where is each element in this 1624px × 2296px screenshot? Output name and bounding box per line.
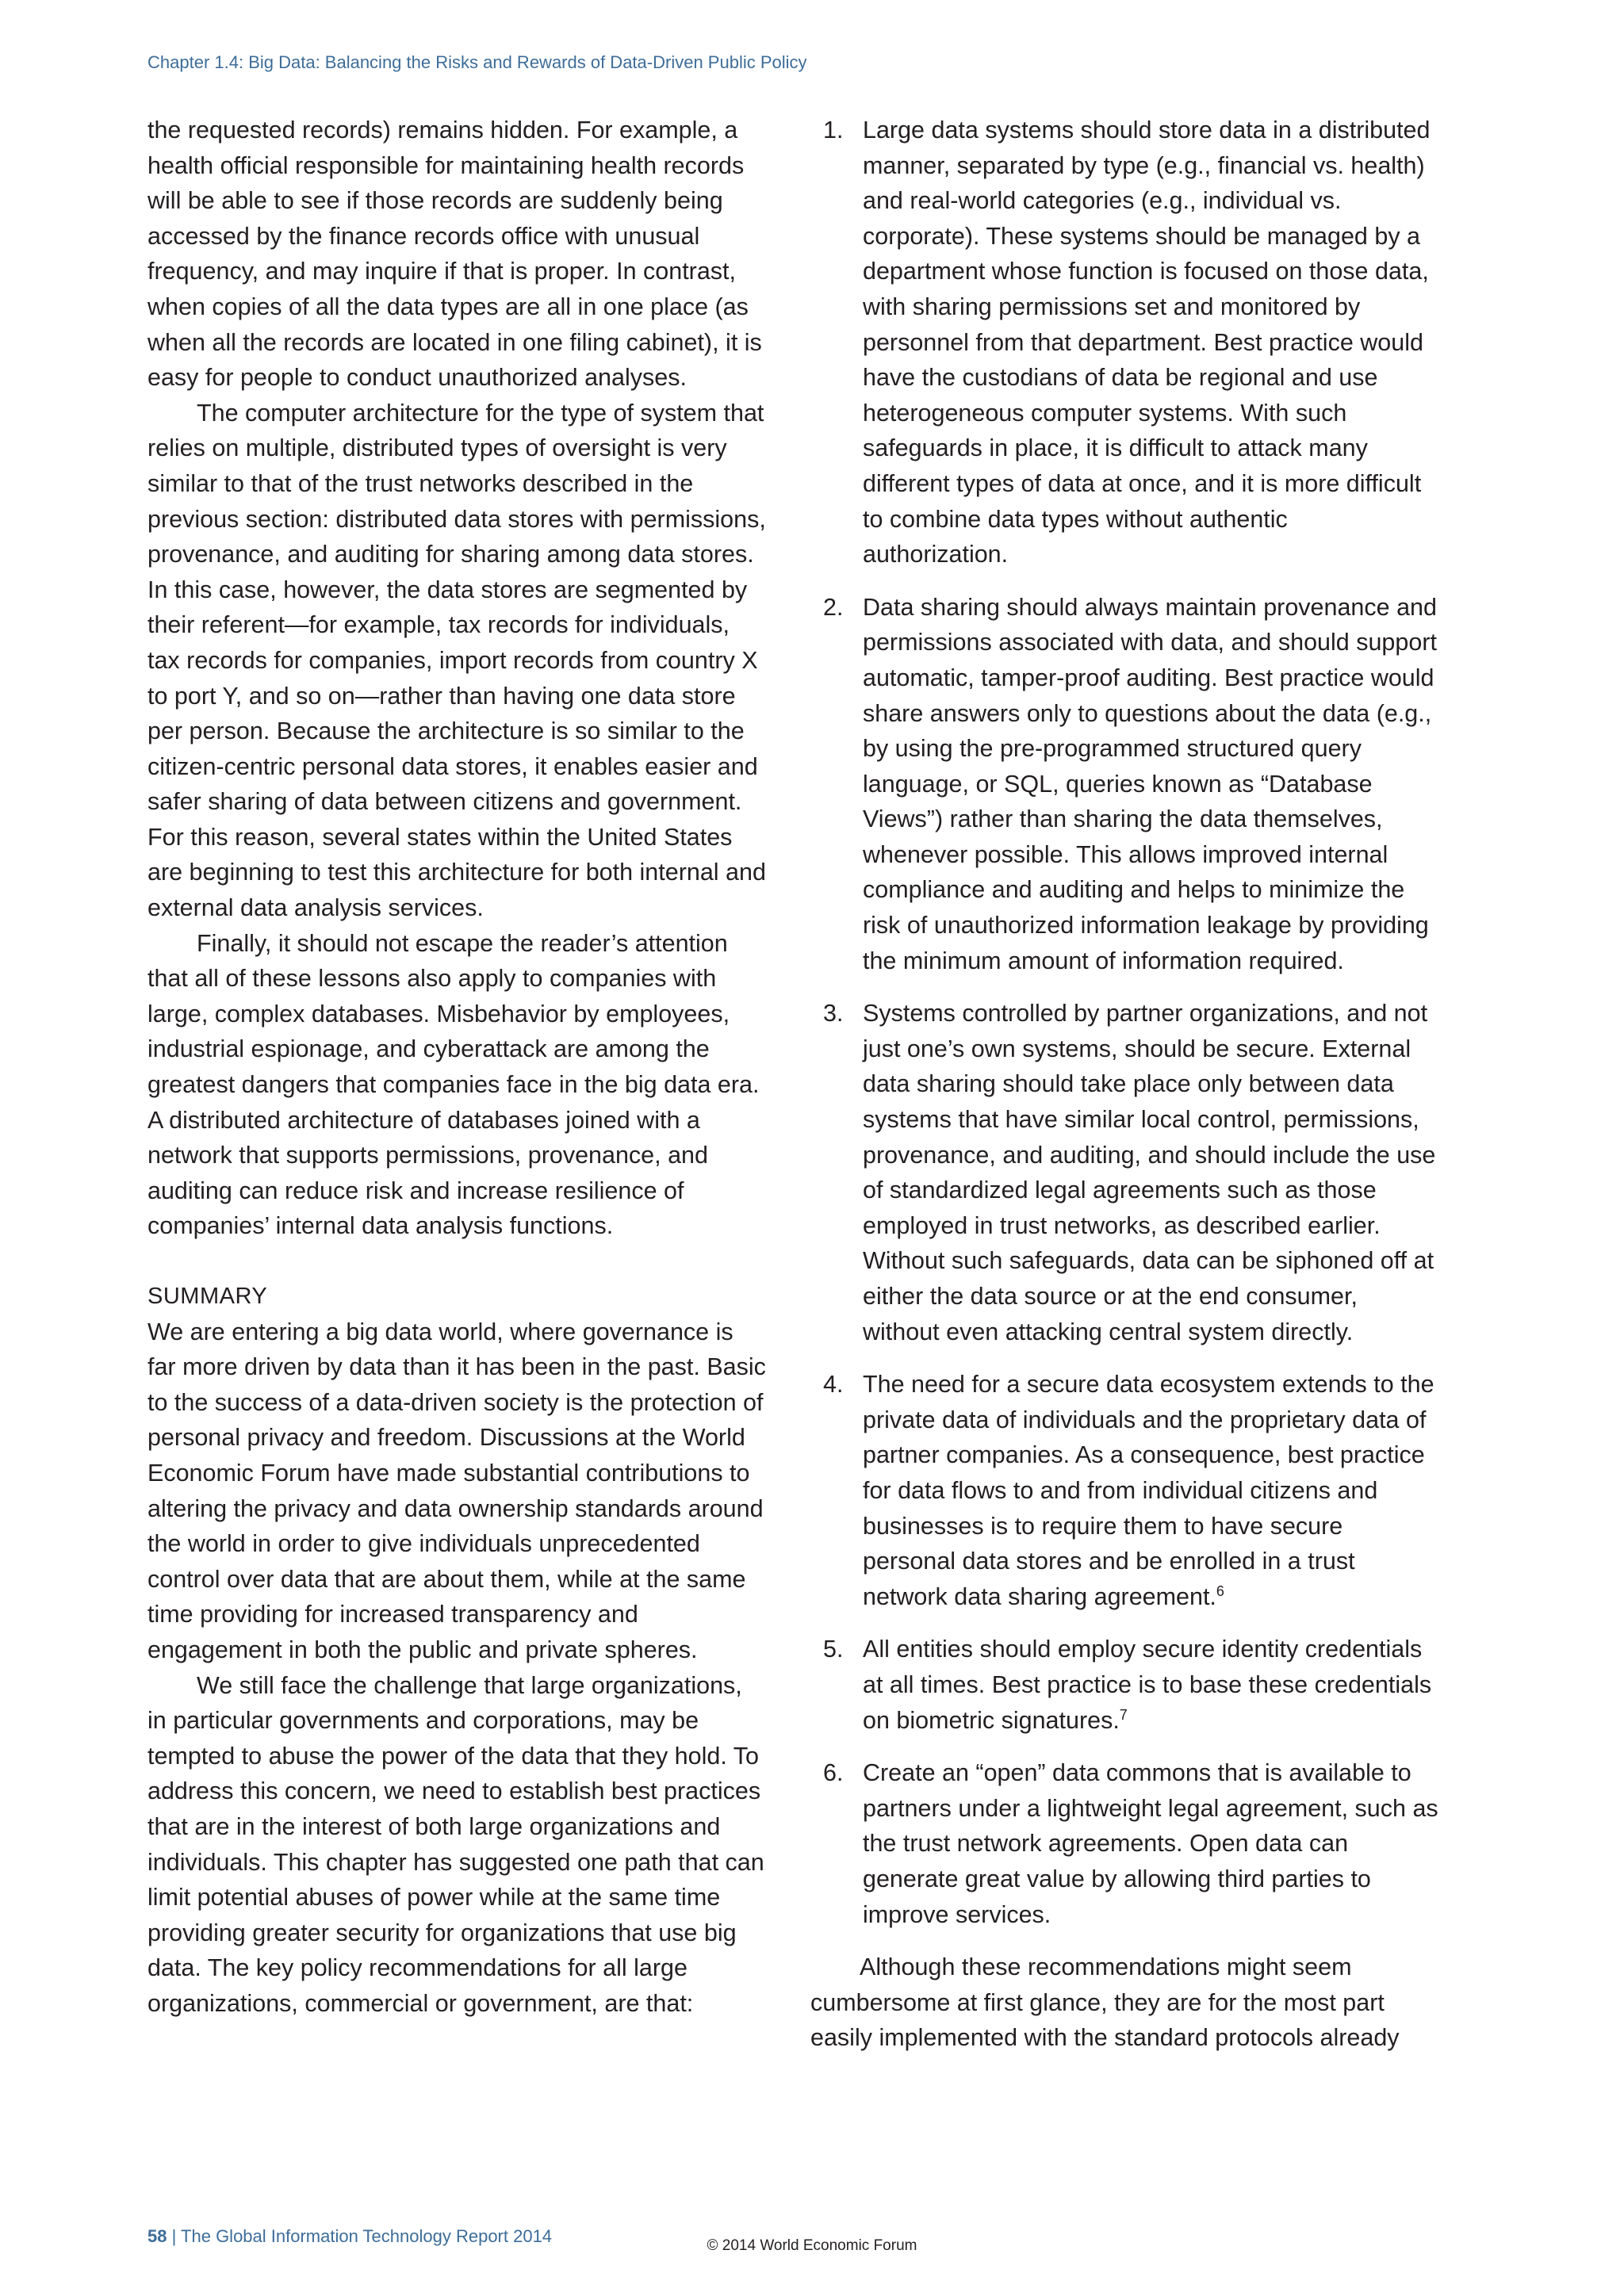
body-paragraph: the requested records) remains hidden. For example, a health official responsible for maintaining health records will be able to see if those records are suddenly being accessed by the finance records office with unusual frequency, and may inquire if that is proper. In contrast, when copies of all the data types are all in one place (as when all the records are located in one filing cabinet), it is easy for people to conduct unauthorized analyses. [147, 117, 762, 392]
section-spacer [147, 1244, 766, 1279]
list-item-text: Systems controlled by partner organizations, and not just one’s own systems, should be secure. External data sharing should take place only between data systems that have similar local control, permissions, provenance, and auditing, and should include the use of standardized legal agreements such as those employed in trust networks, as described earlier. Without such safeguards, data can be siphoned off at either the data source or at the end consumer, without even attacking central system directly. [863, 1000, 1436, 1345]
list-item-text: Large data systems should store data in a distributed manner, separated by type (e.g., financial vs. health) and real-world categories (e.g., individual vs. corporate). These systems should be managed by a department whose function is focused on those data, with sharing permissions set and monitored by personnel from that department. Best practice would have the custodians of data be regional and use heterogeneous computer systems. With such safeguards in place, it is difficult to attack many different types of data at once, and it is more difficult to combine data types without authentic authorization. [863, 117, 1431, 568]
body-paragraph: We still face the challenge that large organizations, in particular governments and corporations, may be tempted to abuse the power of the data that they hold. To address this concern, we need to establish best practices that are in the interest of both large organizations and individuals. This chapter has suggested one path that can limit potential abuses of power while at the same time providing greater security for organizations that use big data. The key policy recommendations for all large organizations, commercial or government, are that: [147, 1671, 764, 2017]
list-number: 4. [823, 1371, 844, 1399]
list-item [810, 1367, 1438, 1614]
body-paragraph: The computer architecture for the type of system that relies on multiple, distributed types of oversight is very similar to that of the trust networks described in the previous section: distributed data stores with permissions, provenance, and auditing for sharing among data stores. In this case, however, the data stores are segmented by their referent—for example, tax records for individuals, tax records for companies, import records from country X to port Y, and so on—rather than having one data store per person. Because the architecture is so similar to the citizen-centric personal data stores, it enables easier and safer sharing of data between citizens and government. For this reason, several states within the United States are beginning to test this architecture for both internal and external data analysis services. [147, 399, 766, 922]
right-column [810, 113, 1438, 2056]
page-number: 58 [147, 2226, 167, 2246]
list-number: 5. [823, 1636, 844, 1663]
list-number: 3. [823, 1000, 844, 1027]
list-number: 6. [823, 1759, 844, 1787]
body-paragraph: Finally, it should not escape the reader’s attention that all of these lessons also apply to companies with large, complex databases. Misbehavior by employees, industrial espionage, and cyberattack are among the greatest dangers that companies face in the big data era. A distributed architecture of databases joined with a network that supports permissions, provenance, and auditing can reduce risk and increase resilience of companies’ internal data analysis functions. [147, 929, 760, 1240]
list-item-text: All entities should employ secure identity credentials at all times. Best practice is to base these credentials on biometric signatures. [863, 1636, 1432, 1734]
list-number: 1. [823, 117, 844, 144]
closing-paragraph: Although these recommendations might seem cumbersome at first glance, they are for the most part easily implemented with the standard protocols already [810, 1954, 1400, 2052]
summary-heading: SUMMARY [147, 1284, 268, 1309]
list-item [810, 1632, 1438, 1738]
list-item [810, 590, 1438, 979]
list-item [810, 113, 1438, 572]
footnote-ref[interactable]: 6 [1216, 1582, 1224, 1599]
list-item [810, 1755, 1438, 1932]
recommendations-list [810, 113, 1438, 1932]
list-item-text: Create an “open” data commons that is available to partners under a lightweight legal agreement, such as the trust network agreements. Open data can generate great value by allowing third parties to improve services. [863, 1759, 1438, 1928]
list-item [810, 996, 1438, 1349]
footer-separator: | [171, 2226, 177, 2246]
list-item-text: The need for a secure data ecosystem extends to the private data of individuals and the proprietary data of partner companies. As a consequence, best practice for data flows to and from individual citizens and businesses is to require them to have secure personal data stores and be enrolled in a trust network data sharing agreement. [863, 1371, 1434, 1610]
report-title: The Global Information Technology Report 2014 [181, 2226, 553, 2246]
list-number: 2. [823, 593, 844, 621]
list-item-text: Data sharing should always maintain provenance and permissions associated with data, and should support automatic, tamper-proof auditing. Best practice would share answers only to questions about the data (e.g., by using the pre-programmed structured query language, or SQL, queries known as “Database Views”) rather than sharing the data themselves, whenever possible. This allows improved internal compliance and auditing and helps to minimize the risk of unauthorized information leakage by providing the minimum amount of information required. [863, 593, 1437, 974]
running-header: Chapter 1.4: Big Data: Balancing the Risks and Rewards of Data-Driven Public Policy [147, 52, 807, 72]
footnote-ref[interactable]: 7 [1119, 1706, 1128, 1723]
copyright-notice: © 2014 World Economic Forum [707, 2237, 917, 2254]
left-column [147, 113, 766, 2021]
body-paragraph: We are entering a big data world, where governance is far more driven by data than it has been in the past. Basic to the success of a data-driven society is the protection of personal privacy and freedom. Discussions at the World Economic Forum have made substantial contributions to altering the privacy and data ownership standards around the world in order to give individuals unprecedented control over data that are about them, while at the same time providing for increased transparency and engagement in both the public and private spheres. [147, 1318, 766, 1663]
